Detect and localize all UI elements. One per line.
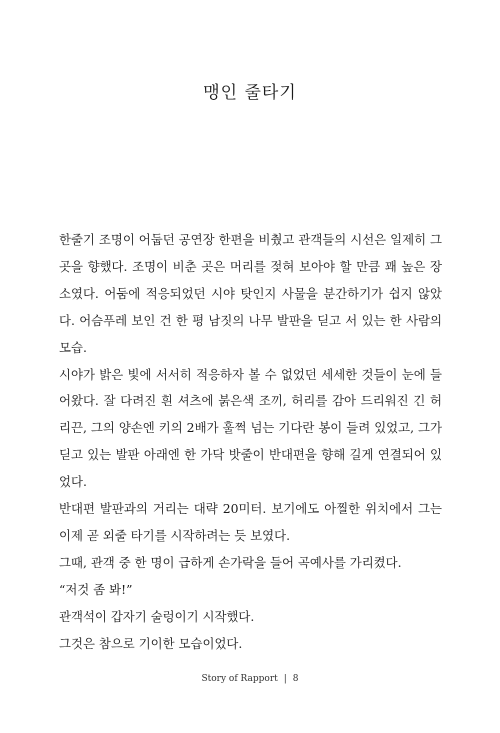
paragraph: 반대편 발판과의 거리는 대략 20미터. 보기에도 아찔한 위치에서 그는 이제 곧 외줄 타기를 시작하려는 듯 보였다. — [59, 501, 442, 543]
page-footer — [0, 674, 500, 684]
body-text — [59, 227, 442, 658]
paragraph: 그것은 참으로 기이한 모습이었다. — [59, 635, 243, 651]
footer-separator: | — [283, 674, 287, 684]
page-number: 8 — [292, 674, 299, 684]
footer-book-title: Story of Rapport — [201, 674, 278, 684]
page-title: 맹인 줄타기 — [203, 83, 297, 103]
paragraph: 그때, 관객 중 한 명이 급하게 손가락을 들어 곡예사를 가리켰다. — [59, 554, 402, 570]
paragraph: “저것 좀 봐!” — [59, 581, 133, 597]
paragraph: 시야가 밝은 빛에 서서히 적응하자 볼 수 없었던 세세한 것들이 눈에 들어왔다. 잘 다려진 흰 셔츠에 붉은색 조끼, 허리를 감아 드리워진 긴 허리끈, 그의 양손엔 키의 2배가 훌쩍 넘는 기다란 봉이 들려 있었고, 그가 딛고 있는 발판 아래엔 한 가닥 밧줄이 반대편을 향해 길게 연결되어 있었다. — [59, 366, 442, 490]
paragraph: 관객석이 갑자기 술렁이기 시작했다. — [59, 608, 255, 624]
paragraph: 한줄기 조명이 어둡던 공연장 한편을 비췄고 관객들의 시선은 일제히 그곳을 향했다. 조명이 비춘 곳은 머리를 젖혀 보아야 할 만큼 꽤 높은 장소였다. 어둠에 적응되었던 시야 탓인지 사물을 분간하기가 쉽지 않았다. 어슴푸레 보인 건 한 평 남짓의 나무 발판을 딛고 서 있는 한 사람의 모습. — [59, 232, 442, 355]
